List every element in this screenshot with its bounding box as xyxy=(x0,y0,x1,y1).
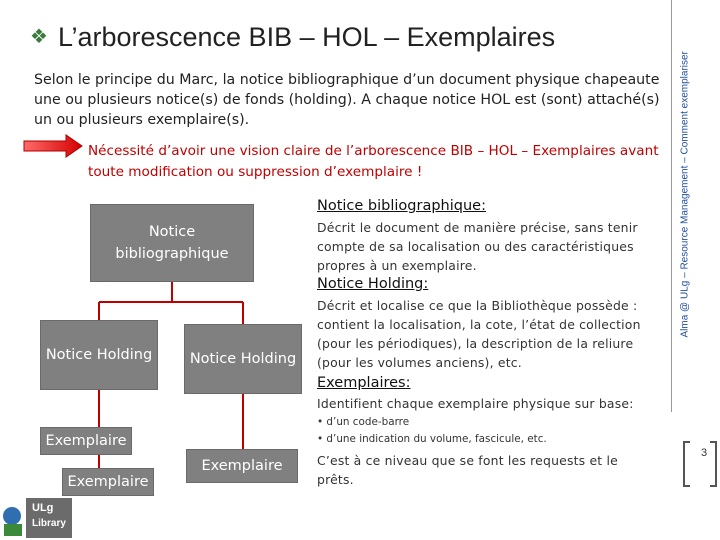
text-requests-prets: C’est à ce niveau que se font les requests et le prêts. xyxy=(317,453,618,487)
slide-title-text: L’arborescence BIB – HOL – Exemplaires xyxy=(57,22,556,52)
node-exemplaire-2: Exemplaire xyxy=(62,468,154,496)
warning-text: Nécessité d’avoir une vision claire de l’arborescence BIB – HOL – Exemplaires avant toute modification ou suppression d’exemplaire ! xyxy=(88,143,659,180)
sidebar-vertical-label: Alma @ ULg – Resource Management – Comment exemplariser xyxy=(679,51,691,338)
page-number: 3 xyxy=(700,447,708,459)
ulg-library-logo xyxy=(0,496,72,540)
logo-text-library: Library xyxy=(32,518,66,529)
node-notice-holding-1: Notice Holding xyxy=(40,320,158,390)
heading-notice-bibliographique: Notice bibliographique: xyxy=(317,198,486,214)
sidebar-divider xyxy=(671,0,672,412)
bullet-code-barre: • d’un code-barre xyxy=(317,416,410,428)
intro-paragraph: Selon le principe du Marc, la notice bibliographique d’un document physique chapeaute une ou plusieurs notice(s) de fonds (holding). A chaque notice HOL est (sont) attaché(s) un ou plusieurs exemplaire(s). xyxy=(34,72,660,128)
logo-text-ulg: ULg xyxy=(32,502,54,514)
node-exemplaire-1: Exemplaire xyxy=(40,427,132,455)
bullet-volume: • d’une indication du volume, fascicule, etc. xyxy=(317,433,547,445)
heading-exemplaires: Exemplaires: xyxy=(317,375,411,391)
node-exemplaire-3: Exemplaire xyxy=(186,449,298,483)
text-notice-bibliographique: Décrit le document de manière précise, sans tenir compte de sa localisation ou des caractéristiques propres à un exemplaire. xyxy=(317,220,638,273)
node-notice-bibliographique: Notice bibliographique xyxy=(90,204,254,282)
diamond-bullet-icon: ❖ xyxy=(30,26,48,48)
heading-notice-holding: Notice Holding: xyxy=(317,276,429,292)
text-exemplaires: Identifient chaque exemplaire physique sur base: xyxy=(317,396,634,411)
node-notice-holding-2: Notice Holding xyxy=(184,324,302,394)
text-notice-holding: Décrit et localise ce que la Bibliothèque possède : contient la localisation, la cote, l’état de collection (pour les périodiques), la description de la reliure (pour les volumes anciens), etc. xyxy=(317,298,641,370)
